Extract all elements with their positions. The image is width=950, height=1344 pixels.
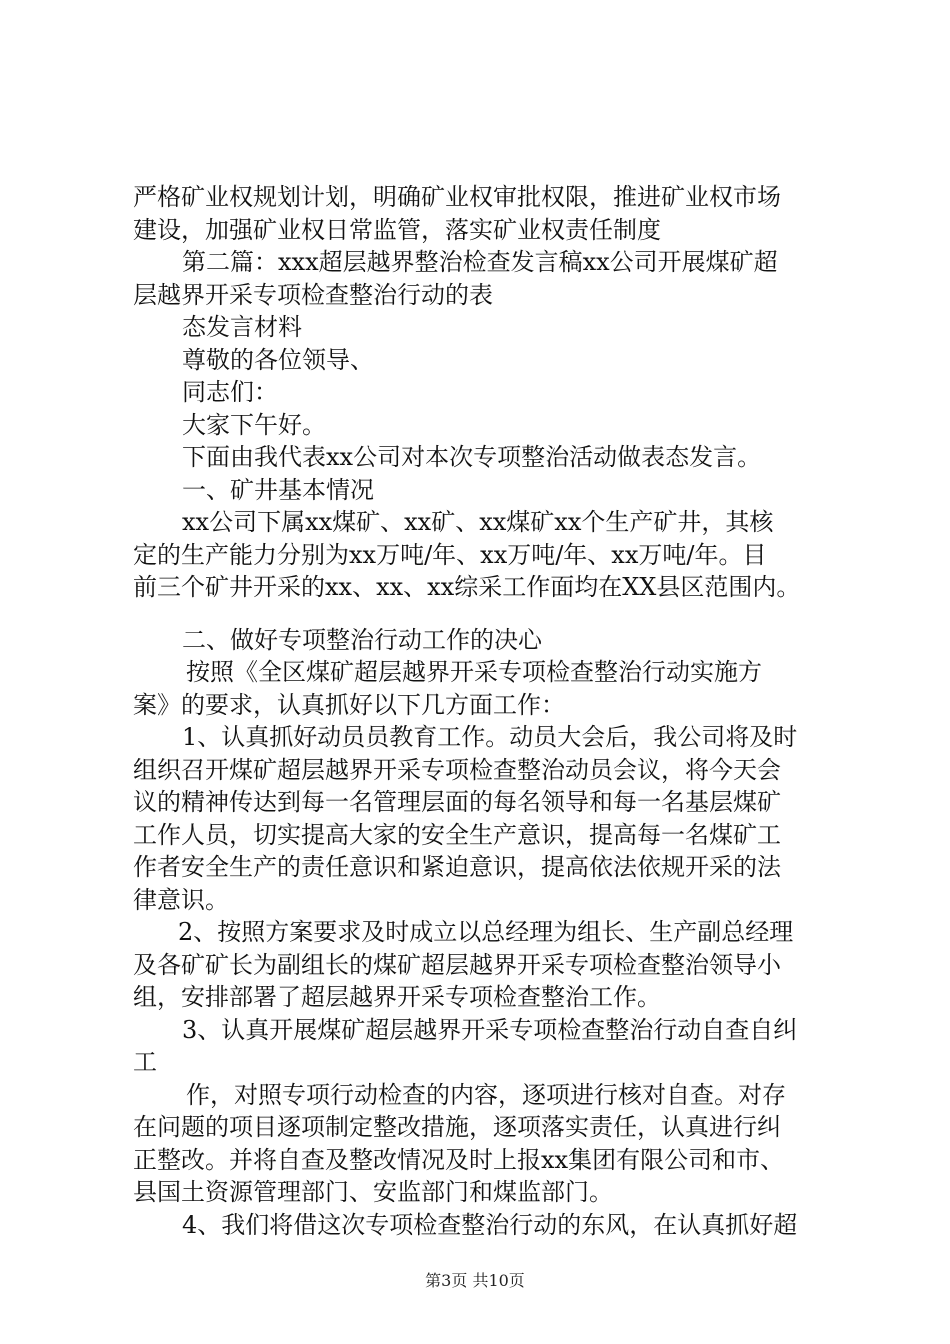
section-heading: 第二篇：xxx超层越界整治检查发言稿xx公司开展煤矿超 bbox=[182, 248, 778, 276]
subheading-line: 一、矿井基本情况 bbox=[182, 476, 374, 504]
body-line: 作，对照专项行动检查的内容，逐项进行核对自查。对存 bbox=[186, 1081, 786, 1109]
body-line: 下面由我代表xx公司对本次专项整治活动做表态发言。 bbox=[182, 443, 762, 471]
body-line: xx公司下属xx煤矿、xx矿、xx煤矿xx个生产矿井，其核 bbox=[182, 508, 774, 536]
body-line: 工 bbox=[133, 1048, 157, 1076]
body-line: 层越界开采专项检查整治行动的表 bbox=[133, 281, 493, 309]
body-line: 态发言材料 bbox=[182, 313, 302, 341]
page-footer: 第3页 共10页 bbox=[425, 1271, 525, 1290]
greeting-line: 大家下午好。 bbox=[182, 411, 326, 439]
body-line: 县国土资源管理部门、安监部门和煤监部门。 bbox=[133, 1178, 613, 1206]
body-line: 2、按照方案要求及时成立以总经理为组长、生产副总经理 bbox=[178, 918, 794, 946]
body-line: 作者安全生产的责任意识和紧迫意识，提高依法依规开采的法 bbox=[133, 853, 781, 881]
body-line: 前三个矿井开采的xx、xx、xx综采工作面均在XX县区范围内。 bbox=[133, 573, 801, 601]
body-line: 组织召开煤矿超层越界开采专项检查整治动员会议，将今天会 bbox=[133, 756, 781, 784]
body-line: 1、认真抓好动员员教育工作。动员大会后，我公司将及时 bbox=[182, 723, 798, 751]
body-line: 组，安排部署了超层越界开采专项检查整治工作。 bbox=[133, 983, 661, 1011]
body-line: 及各矿矿长为副组长的煤矿超层越界开采专项检查整治领导小 bbox=[133, 951, 781, 979]
body-line: 4、我们将借这次专项检查整治行动的东风，在认真抓好超 bbox=[182, 1211, 798, 1239]
body-line: 律意识。 bbox=[133, 886, 229, 914]
body-line: 严格矿业权规划计划，明确矿业权审批权限，推进矿业权市场 bbox=[133, 183, 781, 211]
body-line: 按照《全区煤矿超层越界开采专项检查整治行动实施方 bbox=[186, 658, 762, 686]
salutation-line: 尊敬的各位领导、 bbox=[182, 346, 374, 374]
body-line: 建设，加强矿业权日常监管，落实矿业权责任制度 bbox=[133, 216, 661, 244]
subheading-line: 二、做好专项整治行动工作的决心 bbox=[182, 626, 542, 654]
salutation-line: 同志们： bbox=[182, 378, 278, 406]
body-line: 案》的要求，认真抓好以下几方面工作： bbox=[133, 691, 565, 719]
body-line: 议的精神传达到每一名管理层面的每名领导和每一名基层煤矿 bbox=[133, 788, 781, 816]
body-line: 定的生产能力分别为xx万吨/年、xx万吨/年、xx万吨/年。目 bbox=[133, 541, 767, 569]
body-line: 3、认真开展煤矿超层越界开采专项检查整治行动自查自纠 bbox=[182, 1016, 798, 1044]
body-line: 工作人员，切实提高大家的安全生产意识，提高每一名煤矿工 bbox=[133, 821, 781, 849]
body-line: 在问题的项目逐项制定整改措施，逐项落实责任，认真进行纠 bbox=[133, 1113, 781, 1141]
body-line: 正整改。并将自查及整改情况及时上报xx集团有限公司和市、 bbox=[133, 1146, 785, 1174]
